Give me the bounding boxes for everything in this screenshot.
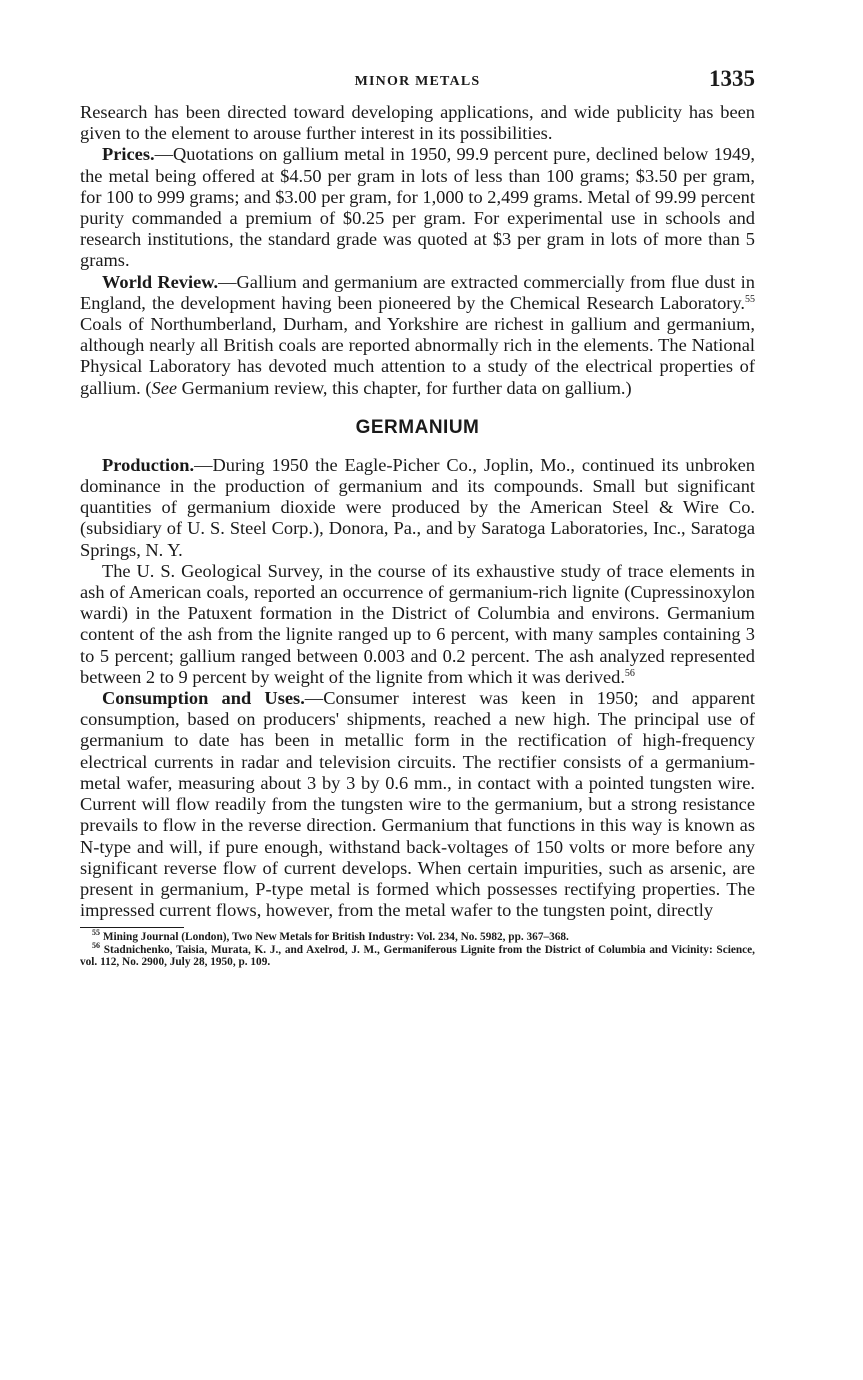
gallium-intro-paragraph: Research has been directed toward developing applications, and wide publicity has been given to the element to arouse further interest in its possibilities.: [80, 102, 755, 144]
footnotes: [80, 928, 756, 969]
world-review-text-3: Germanium review, this chapter, for further data on gallium.): [177, 377, 632, 398]
running-head: MINOR METALS: [354, 74, 481, 89]
footnote-ref-56: 56: [624, 667, 635, 679]
consumption-text: —Consumer interest was keen in 1950; and apparent consumption, based on producers' shipments, reached a new high. The principal use of germanium to date has been in metallic form in the rectification of high-frequency electrical currents in radar and television circuits. The rectifier consists of a germanium-metal wafer, measuring about 3 by 3 by 0.6 mm., in contact with a pointed tungsten wire. Current will flow readily from the tungsten wire to the germanium, but a strong resistance prevails to flow in the reverse direction. Germanium that functions in this way is known as N-type and will, if pure enough, withstand back-voltages of 150 volts or more before any significant reverse flow of current develops. When certain impurities, such as arsenic, are present in germanium, P-type metal is formed which possesses rectifying properties. The impressed current flows, however, from the metal wafer to the tungsten point, directly: [80, 688, 755, 921]
footnote-mark: 55: [92, 928, 100, 938]
consumption-run-in-heading: Consumption and Uses.: [102, 688, 305, 709]
gallium-section: [80, 102, 755, 399]
prices-paragraph: [80, 144, 755, 271]
survey-text: The U. S. Geological Survey, in the course of its exhaustive study of trace elements in ash of American coals, reported an occurrence of germanium-rich lignite (Cupressinoxylon wardi) in the Patuxent formation in the District of Columbia and environs. Germanium content of the ash from the lignite ranged up to 6 percent, with many samples containing 3 to 5 percent; gallium ranged between 0.003 and 0.2 percent. The ash analyzed represented between 2 to 9 percent by weight of the lignite from which it was derived.: [80, 560, 755, 687]
world-review-text-2: Coals of Northumberland, Durham, and Yorkshire are richest in gallium and germanium, although nearly all British coals are reported abnormally rich in the elements. The National Physical Laboratory has devoted much attention to a study of the electrical properties of gallium. (: [80, 314, 755, 398]
consumption-paragraph: [80, 688, 755, 921]
footnote-56: [80, 941, 756, 969]
production-paragraph: [80, 455, 755, 561]
footnote-text: Stadnichenko, Taisia, Murata, K. J., and Axelrod, J. M., Germaniferous Lignite from the District of Columbia and Vicinity: Science, vol. 112, No. 2900, July 28, 1950, p. 109.: [80, 943, 756, 969]
footnote-ref-55: 55: [745, 293, 755, 305]
footnote-text: Mining Journal (London), Two New Metals for British Industry: Vol. 234, No. 5982, pp. 367–368.: [102, 931, 569, 944]
page-number: 1335: [709, 66, 755, 91]
footnote-55: [80, 928, 755, 944]
footnote-mark: 56: [92, 941, 100, 951]
world-review-see: See: [151, 377, 178, 398]
germanium-section-heading: GERMANIUM: [355, 416, 480, 438]
world-review-paragraph: [80, 272, 755, 399]
survey-paragraph: [80, 561, 755, 688]
page-header: [80, 66, 755, 102]
prices-text: —Quotations on gallium metal in 1950, 99.9 percent pure, declined below 1949, the metal being offered at $4.50 per gram in lots of less than 100 grams; $3.50 per gram, for 100 to 999 grams; and $3.00 per gram, for 1,000 to 2,499 grams. Metal of 99.99 percent purity commanded a premium of $0.25 per gram. For experimental use in schools and research institutions, the standard grade was quoted at $3 per gram in lots of more than 5 grams.: [80, 144, 755, 271]
production-text: —During 1950 the Eagle-Picher Co., Joplin, Mo., continued its unbroken dominance in the production of germanium and its compounds. Small but significant quantities of germanium dioxide were produced by the American Steel & Wire Co. (subsidiary of U. S. Steel Corp.), Donora, Pa., and by Saratoga Laboratories, Inc., Saratoga Springs, N. Y.: [80, 454, 755, 560]
germanium-section: [80, 455, 755, 921]
world-review-text-1: —Gallium and germanium are extracted commercially from flue dust in England, the development having been pioneered by the Chemical Research Laboratory.: [80, 271, 755, 313]
production-run-in-heading: Production.: [102, 454, 195, 475]
world-review-run-in-heading: World Review.: [102, 271, 219, 292]
prices-run-in-heading: Prices.: [102, 144, 155, 165]
document-page: [80, 66, 755, 969]
